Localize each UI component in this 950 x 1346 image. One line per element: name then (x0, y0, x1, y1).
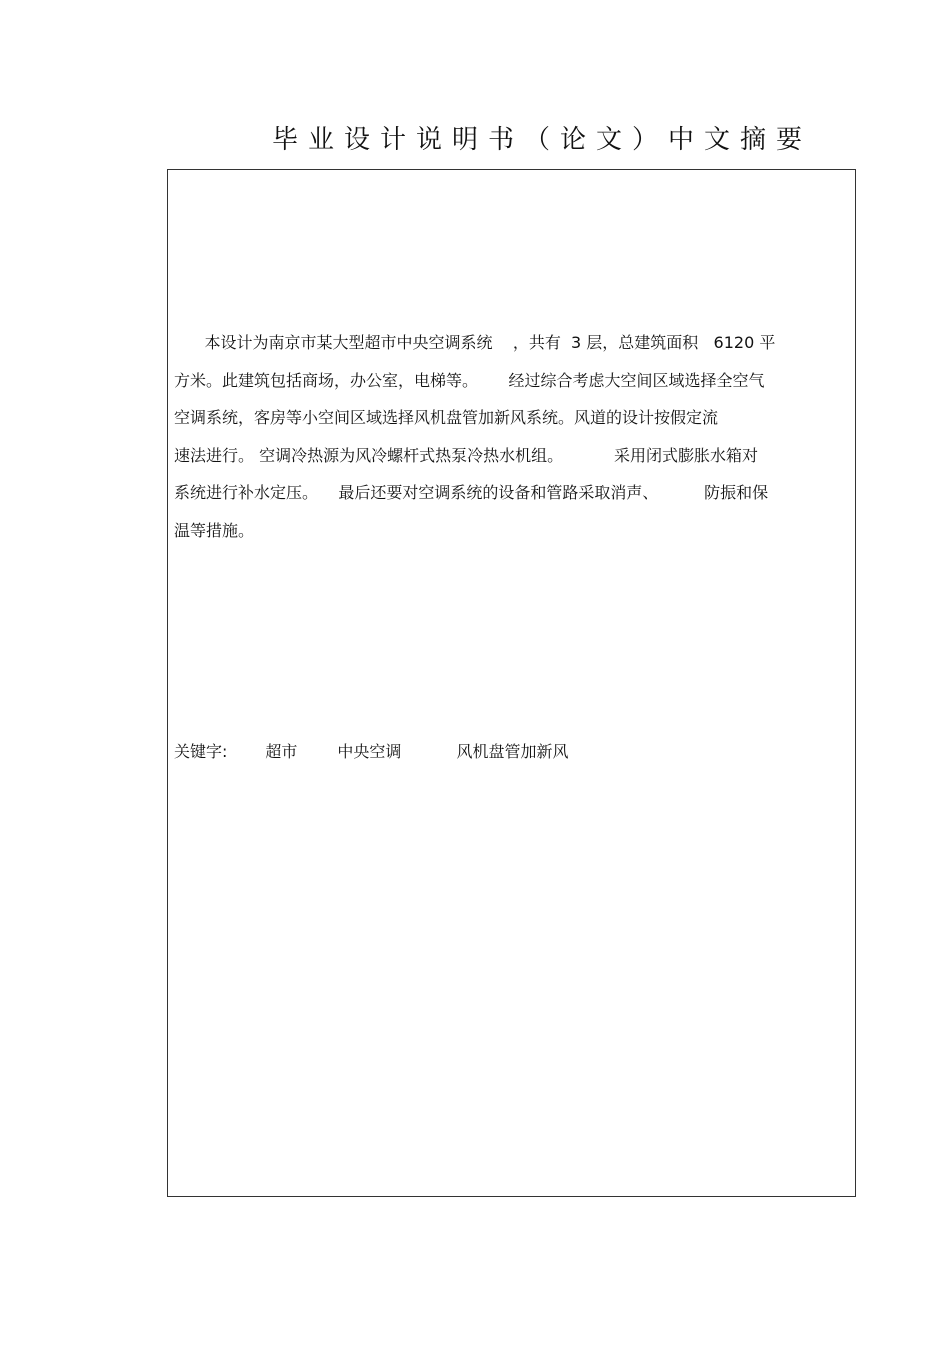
keyword-item: 超市 (265, 742, 298, 761)
abstract-body (174, 324, 850, 549)
keywords-label: 关键字: (174, 742, 228, 761)
abstract-line: 速法进行。 空调冷热源为风冷螺杆式热泵冷热水机组。 采用闭式膨胀水箱对 (174, 445, 758, 465)
abstract-line: 系统进行补水定压。 最后还要对空调系统的设备和管路采取消声、 防振和保 (174, 483, 769, 502)
abstract-frame (167, 169, 856, 1197)
abstract-line: 本设计为南京市某大型超市中央空调系统 ，共有 3 层，总建筑面积 6120 平 (174, 333, 776, 352)
keyword-item: 中央空调 (337, 742, 402, 761)
abstract-line: 空调系统，客房等小空间区域选择风机盘管加新风系统。风道的设计按假定流 (174, 408, 719, 427)
page-title: 毕业设计说明书（论文）中文摘要 (272, 125, 813, 155)
abstract-line: 温等措施。 (174, 520, 255, 540)
keyword-item: 风机盘管加新风 (456, 742, 569, 761)
abstract-line: 方米。此建筑包括商场，办公室，电梯等。 经过综合考虑大空间区域选择全空气 (174, 370, 765, 390)
keywords-row (174, 736, 568, 768)
